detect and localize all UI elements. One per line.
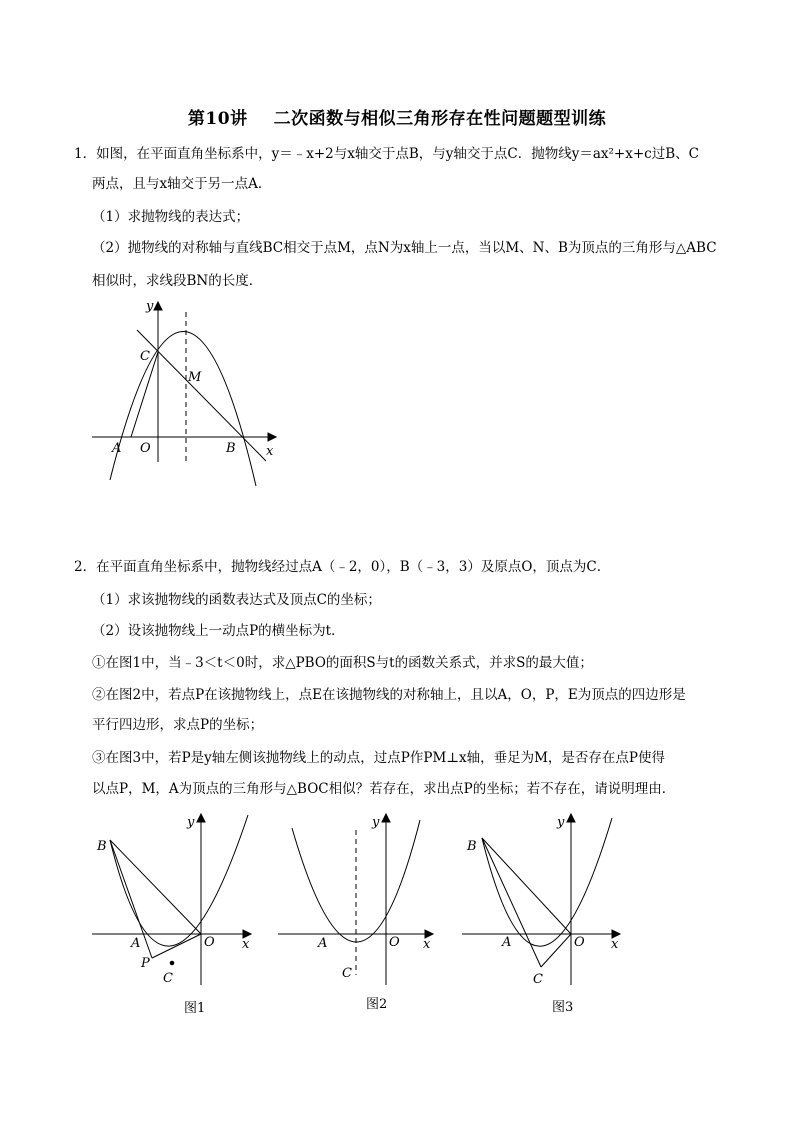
- p2f3-label-c: C: [533, 972, 543, 987]
- p1-label-c: C: [140, 349, 150, 364]
- p2f1-label-b: B: [97, 839, 107, 854]
- p2f1-label-o: O: [204, 935, 215, 950]
- lecture-number: 第10讲: [187, 109, 248, 129]
- problem1-line-5: 相似时，求线段BN的长度．: [92, 273, 263, 289]
- p2-fig3-drawing: [462, 814, 620, 985]
- problem2-line-8: 以点P，M，A为顶点的三角形与△BOC相似？若存在，求出点P的坐标；若不存在，请说明理由．: [92, 781, 676, 797]
- p1-label-b: B: [226, 441, 236, 456]
- p2f1-label-x: x: [242, 937, 250, 952]
- p1-label-y: y: [146, 299, 154, 314]
- p2-fig1-drawing: [92, 814, 251, 985]
- p1-label-x: x: [266, 444, 274, 459]
- p2f3-label-b: B: [467, 839, 477, 854]
- problem2-line-3: （2）设该抛物线上一动点P的横坐标为t．: [92, 623, 345, 639]
- p2f2-label-a: A: [318, 936, 328, 951]
- p2f1-parabola: [110, 815, 248, 946]
- problem2-line-5: ②在图2中，若点P在该抛物线上，点E在该抛物线的对称轴上，且以A，O，P，E为顶点的四边形是: [92, 687, 686, 703]
- p2f3-label-a: A: [502, 935, 512, 950]
- p2f3-segment-bc: [482, 838, 541, 967]
- p1-label-o: O: [140, 441, 151, 456]
- problem2-line-2: （1）求该抛物线的函数表达式及顶点C的坐标；: [92, 592, 381, 608]
- problem2-line-6: 平行四边形，求点P的坐标；: [92, 717, 264, 733]
- p2f2-label-o: O: [389, 935, 400, 950]
- p2f2-label-c: C: [342, 966, 352, 981]
- p2f2-label-x: x: [423, 937, 431, 952]
- problem1-line-2: 两点，且与x轴交于另一点A．: [92, 176, 272, 192]
- p2f1-label-a: A: [131, 936, 141, 951]
- p2f3-segment-bo: [482, 838, 571, 934]
- problem2-line-4: ①在图1中，当﹣3＜t＜0时，求△PBO的面积S与t的函数关系式，并求S的最大值；: [92, 655, 593, 671]
- p2f3-y-arrow: [567, 814, 575, 822]
- p2f2-label-y: y: [372, 815, 380, 830]
- problem1-line-3: （1）求抛物线的表达式；: [92, 209, 250, 225]
- p2f1-point-c: [170, 961, 174, 965]
- p2f1-label-p: P: [141, 956, 150, 971]
- p2f2-y-arrow: [382, 814, 390, 822]
- figure-2-caption: 图2: [366, 997, 388, 1012]
- p2f3-label-x: x: [611, 937, 619, 952]
- p2-fig2-drawing: [278, 814, 433, 985]
- problem1-line-1: 1．如图，在平面直角坐标系中，y＝﹣x+2与x轴交于点B，与y轴交于点C．抛物线y＝ax²+x+c过B、C: [74, 146, 699, 162]
- p2f3-label-y: y: [557, 815, 565, 830]
- p2f3-label-o: O: [574, 935, 585, 950]
- p2f3-parabola: [482, 818, 612, 946]
- figure-3-caption: 图3: [552, 1000, 574, 1015]
- problem1-line-4: （2）抛物线的对称轴与直线BC相交于点M，点N为x轴上一点，当以M、N、B为顶点的三角形与△ABC: [92, 240, 717, 256]
- p2f1-segment-po: [152, 934, 201, 958]
- p1-label-a: A: [112, 441, 122, 456]
- p2f1-y-arrow: [197, 814, 205, 822]
- lecture-topic: 二次函数与相似三角形存在性问题题型训练: [273, 109, 607, 129]
- figure-1-caption: 图1: [184, 1001, 206, 1016]
- problem2-line-1: 2．在平面直角坐标系中，抛物线经过点A（﹣2，0），B（﹣3，3）及原点O，顶点为C．: [74, 559, 611, 575]
- problem2-line-7: ③在图3中，若P是y轴左侧该抛物线上的动点，过点P作PM⊥x轴，垂足为M，是否存在点P使得: [92, 750, 666, 766]
- p2f1-label-c: C: [163, 971, 173, 986]
- p1-label-m: M: [188, 370, 202, 385]
- p2f1-label-y: y: [187, 815, 195, 830]
